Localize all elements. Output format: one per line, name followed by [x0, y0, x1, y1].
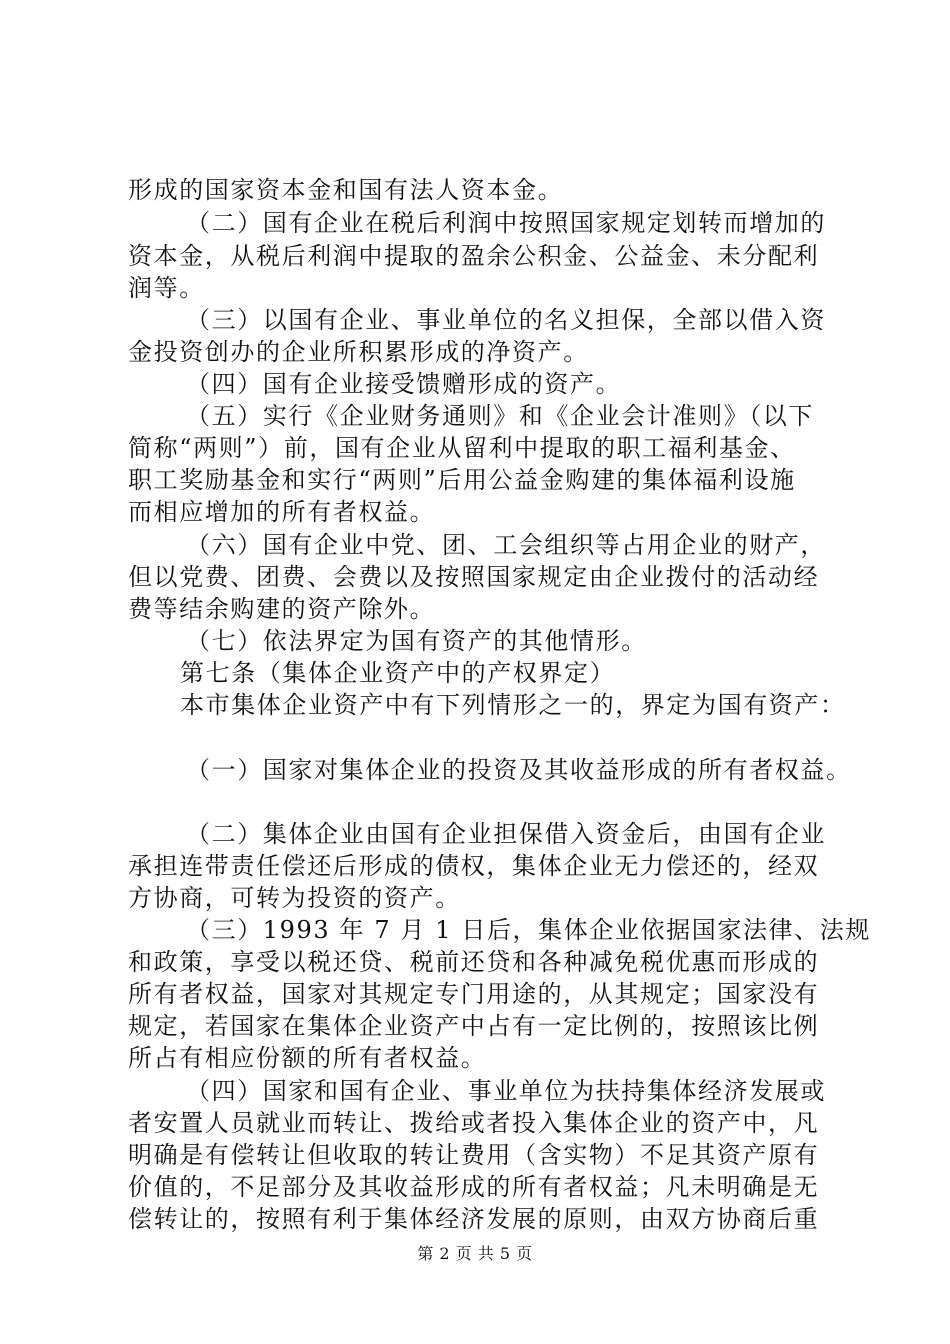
text-line: （五）实行《企业财务通则》和《企业会计准则》（以下: [186, 402, 814, 430]
text-line: （四）国家和国有企业、事业单位为扶持集体经济发展或: [186, 1077, 826, 1105]
text-line: 价值的，不足部分及其收益形成的所有者权益；凡未明确是无: [128, 1173, 820, 1201]
text-line: 资本金，从税后利润中提取的盈余公积金、公益金、未分配利: [128, 242, 820, 270]
article-heading: 第七条（集体企业资产中的产权界定）: [180, 659, 616, 687]
text-line: 者安置人员就业而转让、拨给或者投入集体企业的资产中，凡: [128, 1109, 820, 1137]
text-line: 简称“两则”）前，国有企业从留利中提取的职工福利基金、: [128, 434, 796, 462]
page-number-footer: 第 2 页 共 5 页: [417, 1244, 533, 1263]
text-line: 费等结余购建的资产除外。: [128, 595, 436, 623]
text-line: （二）国有企业在税后利润中按照国家规定划转而增加的: [186, 209, 826, 237]
text-line: 本市集体企业资产中有下列情形之一的，界定为国有资产：: [180, 691, 846, 719]
text-line: （三）1993 年 7 月 1 日后，集体企业依据国家法律、法规: [186, 916, 871, 944]
text-line: 承担连带责任偿还后形成的债权，集体企业无力偿还的，经双: [128, 852, 820, 880]
text-line: 职工奖励基金和实行“两则”后用公益金购建的集体福利设施: [128, 466, 796, 494]
text-line: （三）以国有企业、事业单位的名义担保，全部以借入资: [186, 306, 826, 334]
text-line: 但以党费、团费、会费以及按照国家规定由企业拨付的活动经: [128, 563, 820, 591]
text-line: （六）国有企业中党、团、工会组织等占用企业的财产，: [186, 531, 826, 559]
text-line: 规定，若国家在集体企业资产中占有一定比例的，按照该比例: [128, 1012, 820, 1040]
text-line: 所占有相应份额的所有者权益。: [128, 1044, 487, 1072]
text-line: 偿转让的，按照有利于集体经济发展的原则，由双方协商后重: [128, 1205, 820, 1233]
text-line: 明确是有偿转让但收取的转让费用（含实物）不足其资产原有: [128, 1141, 820, 1169]
text-line: 所有者权益，国家对其规定专门用途的，从其规定；国家没有: [128, 980, 820, 1008]
text-line: 而相应增加的所有者权益。: [128, 498, 436, 526]
text-line: （一）国家对集体企业的投资及其收益形成的所有者权益。: [186, 756, 852, 784]
text-line: （二）集体企业由国有企业担保借入资金后，由国有企业: [186, 820, 826, 848]
text-line: 金投资创办的企业所积累形成的净资产。: [128, 338, 589, 366]
text-line: 方协商，可转为投资的资产。: [128, 884, 461, 912]
text-line: （七）依法界定为国有资产的其他情形。: [186, 627, 647, 655]
text-line: 形成的国家资本金和国有法人资本金。: [128, 176, 564, 204]
text-line: 润等。: [128, 274, 205, 302]
text-line: （四）国有企业接受馈赠形成的资产。: [186, 370, 622, 398]
text-line: 和政策，享受以税还贷、税前还贷和各种减免税优惠而形成的: [128, 948, 820, 976]
